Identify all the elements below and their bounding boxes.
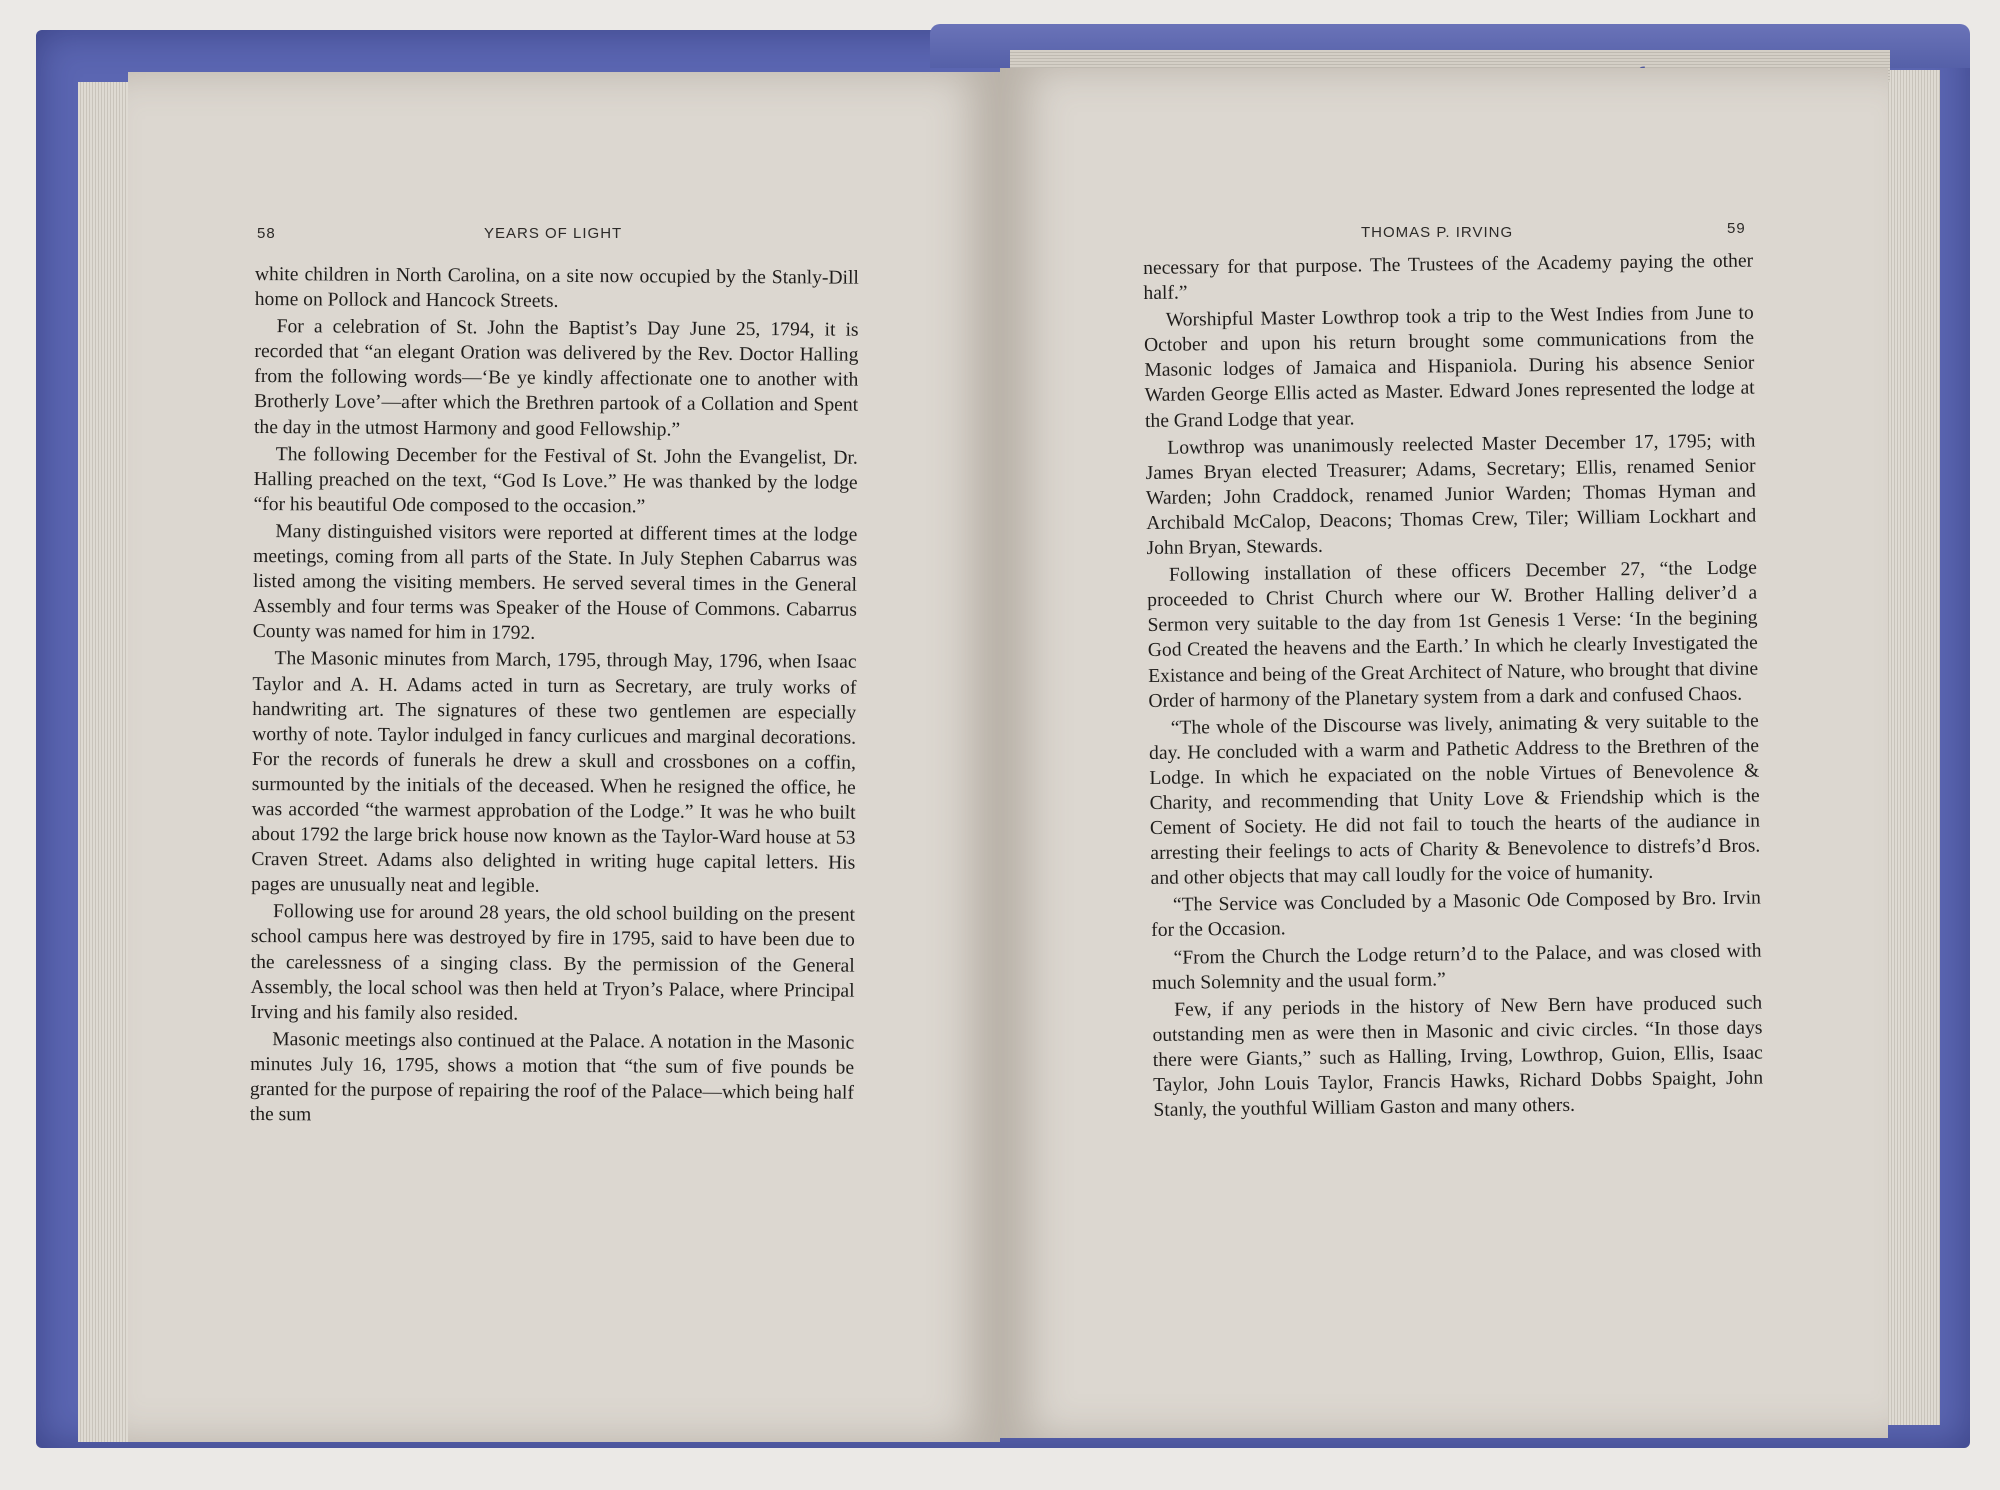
paragraph: Worshipful Master Lowthrop took a trip to the West Indies from June to October and upon his return brought some communications from the Masonic lodges of Jamaica and Hispaniola. During his absence Senior Warden George Ellis acted as Master. Edward Jones represented the lodge at the Grand Lodge that year.: [1143, 302, 1755, 432]
left-page-number: 58: [257, 225, 276, 242]
left-page-text: [250, 262, 859, 1133]
paragraph: Following use for around 28 years, the old school building on the present school campus here was destroyed by fire in 1795, said to have been due to the carelessness of a singing class. By the permission of the General Assembly, the local school was then held at Tryon’s Palace, where Principal Irving and his family also resided.: [250, 901, 856, 1025]
paragraph: Masonic meetings also continued at the Palace. A notation in the Masonic minutes July 16, 1795, shows a motion that “the sum of five pounds be granted for the purpose of repairing the roof of the Palace—which being half the sum: [249, 1028, 855, 1126]
page-edges-right: [1880, 70, 1940, 1425]
paragraph: white children in North Carolina, on a site now occupied by the Stanly-Dill home on Pollock and Hancock Streets.: [254, 263, 859, 312]
paragraph: The Masonic minutes from March, 1795, through May, 1796, when Isaac Taylor and A. H. Adams acted in turn as Secretary, are truly works of handwriting art. The signatures of these two gentlemen are especially worthy of note. Taylor indulged in fancy curlicues and marginal decorations. For the records of funerals he drew a skull and crossbones on a coffin, surmounted by the initials of the deceased. When he resigned the office, he was accorded “the warmest approbation of the Lodge.” It was he who built about 1792 the large brick house now known as the Taylor-Ward house at 53 Craven Street. Adams also delighted in writing huge capital letters. His pages are unusually neat and legible.: [251, 648, 857, 897]
right-page-text: [1143, 249, 1764, 1126]
right-page-number: 59: [1727, 220, 1746, 237]
paragraph: necessary for that purpose. The Trustees of the Academy paying the other half.”: [1143, 250, 1754, 305]
paragraph: “The Service was Concluded by a Masonic Ode Composed by Bro. Irvin for the Occasion.: [1151, 887, 1762, 942]
right-running-head: THOMAS P. IRVING: [1361, 224, 1514, 241]
left-running-head: YEARS OF LIGHT: [484, 225, 623, 242]
paragraph: Following installation of these officers December 27, “the Lodge proceeded to Christ Church where our W. Brother Halling deliver’d a Sermon very suitable to the day from 1st Genesis 1 Verse: ‘In the begining God Created the heavens and the Earth.’ In which he clearly Investigated the Existance and being of the Great Architect of Nature, who brought that divine Order of harmony of the Planetary system from a dark and confused Chaos.: [1147, 557, 1759, 712]
paragraph: Few, if any periods in the history of New Bern have produced such outstanding men as were then in Masonic and civic circles. “In those days there were Giants,” such as Halling, Irving, Lowthrop, Guion, Ellis, Isaac Taylor, John Louis Taylor, Francis Hawks, Richard Dobbs Spaight, John Stanly, the youthful William Gaston and many others.: [1152, 992, 1764, 1122]
paragraph: “From the Church the Lodge return’d to the Palace, and was closed with much Solemnity and the usual form.”: [1151, 940, 1762, 994]
paragraph: “The whole of the Discourse was lively, animating & very suitable to the day. He concluded with a warm and Pathetic Address to the Brethren of the Lodge. In which he expaciated on the noble Virtues of Benevolence & Charity, and recommending that Unity Love & Friendship which is the Cement of Society. He did not fail to touch the hearts of the audiance in arresting their feelings to acts of Charity & Benevolence to distrefs’d Bros. and other objects that may call loudly for the voice of humanity.: [1148, 710, 1761, 890]
paragraph: Many distinguished visitors were reported at different times at the lodge meetings, coming from all parts of the State. In July Stephen Cabarrus was listed among the visiting members. He served several times in the General Assembly and four terms was Speaker of the House of Commons. Cabarrus County was named for him in 1792.: [252, 521, 858, 645]
paragraph: The following December for the Festival of St. John the Evangelist, Dr. Halling preached on the text, “God Is Love.” He was thanked by the lodge “for his beautiful Ode composed to the occasion.”: [253, 443, 858, 518]
paragraph: For a celebration of St. John the Baptist’s Day June 25, 1794, it is recorded that “an elegant Oration was delivered by the Rev. Doctor Halling from the following words—‘Be ye kindly affectionate one to another with Brotherly Love’—after which the Brethren partook of a Collation and Spent the day in the utmost Harmony and good Fellowship.”: [253, 316, 859, 441]
paragraph: Lowthrop was unanimously reelected Master December 17, 1795; with James Bryan elected Treasurer; Adams, Secretary; Ellis, renamed Senior Warden; John Craddock, renamed Junior Warden; Thomas Hyman and Archibald McCalop, Deacons; Thomas Crew, Tiler; William Lockhart and John Bryan, Stewards.: [1145, 430, 1757, 560]
page-edges-left: [78, 82, 130, 1442]
